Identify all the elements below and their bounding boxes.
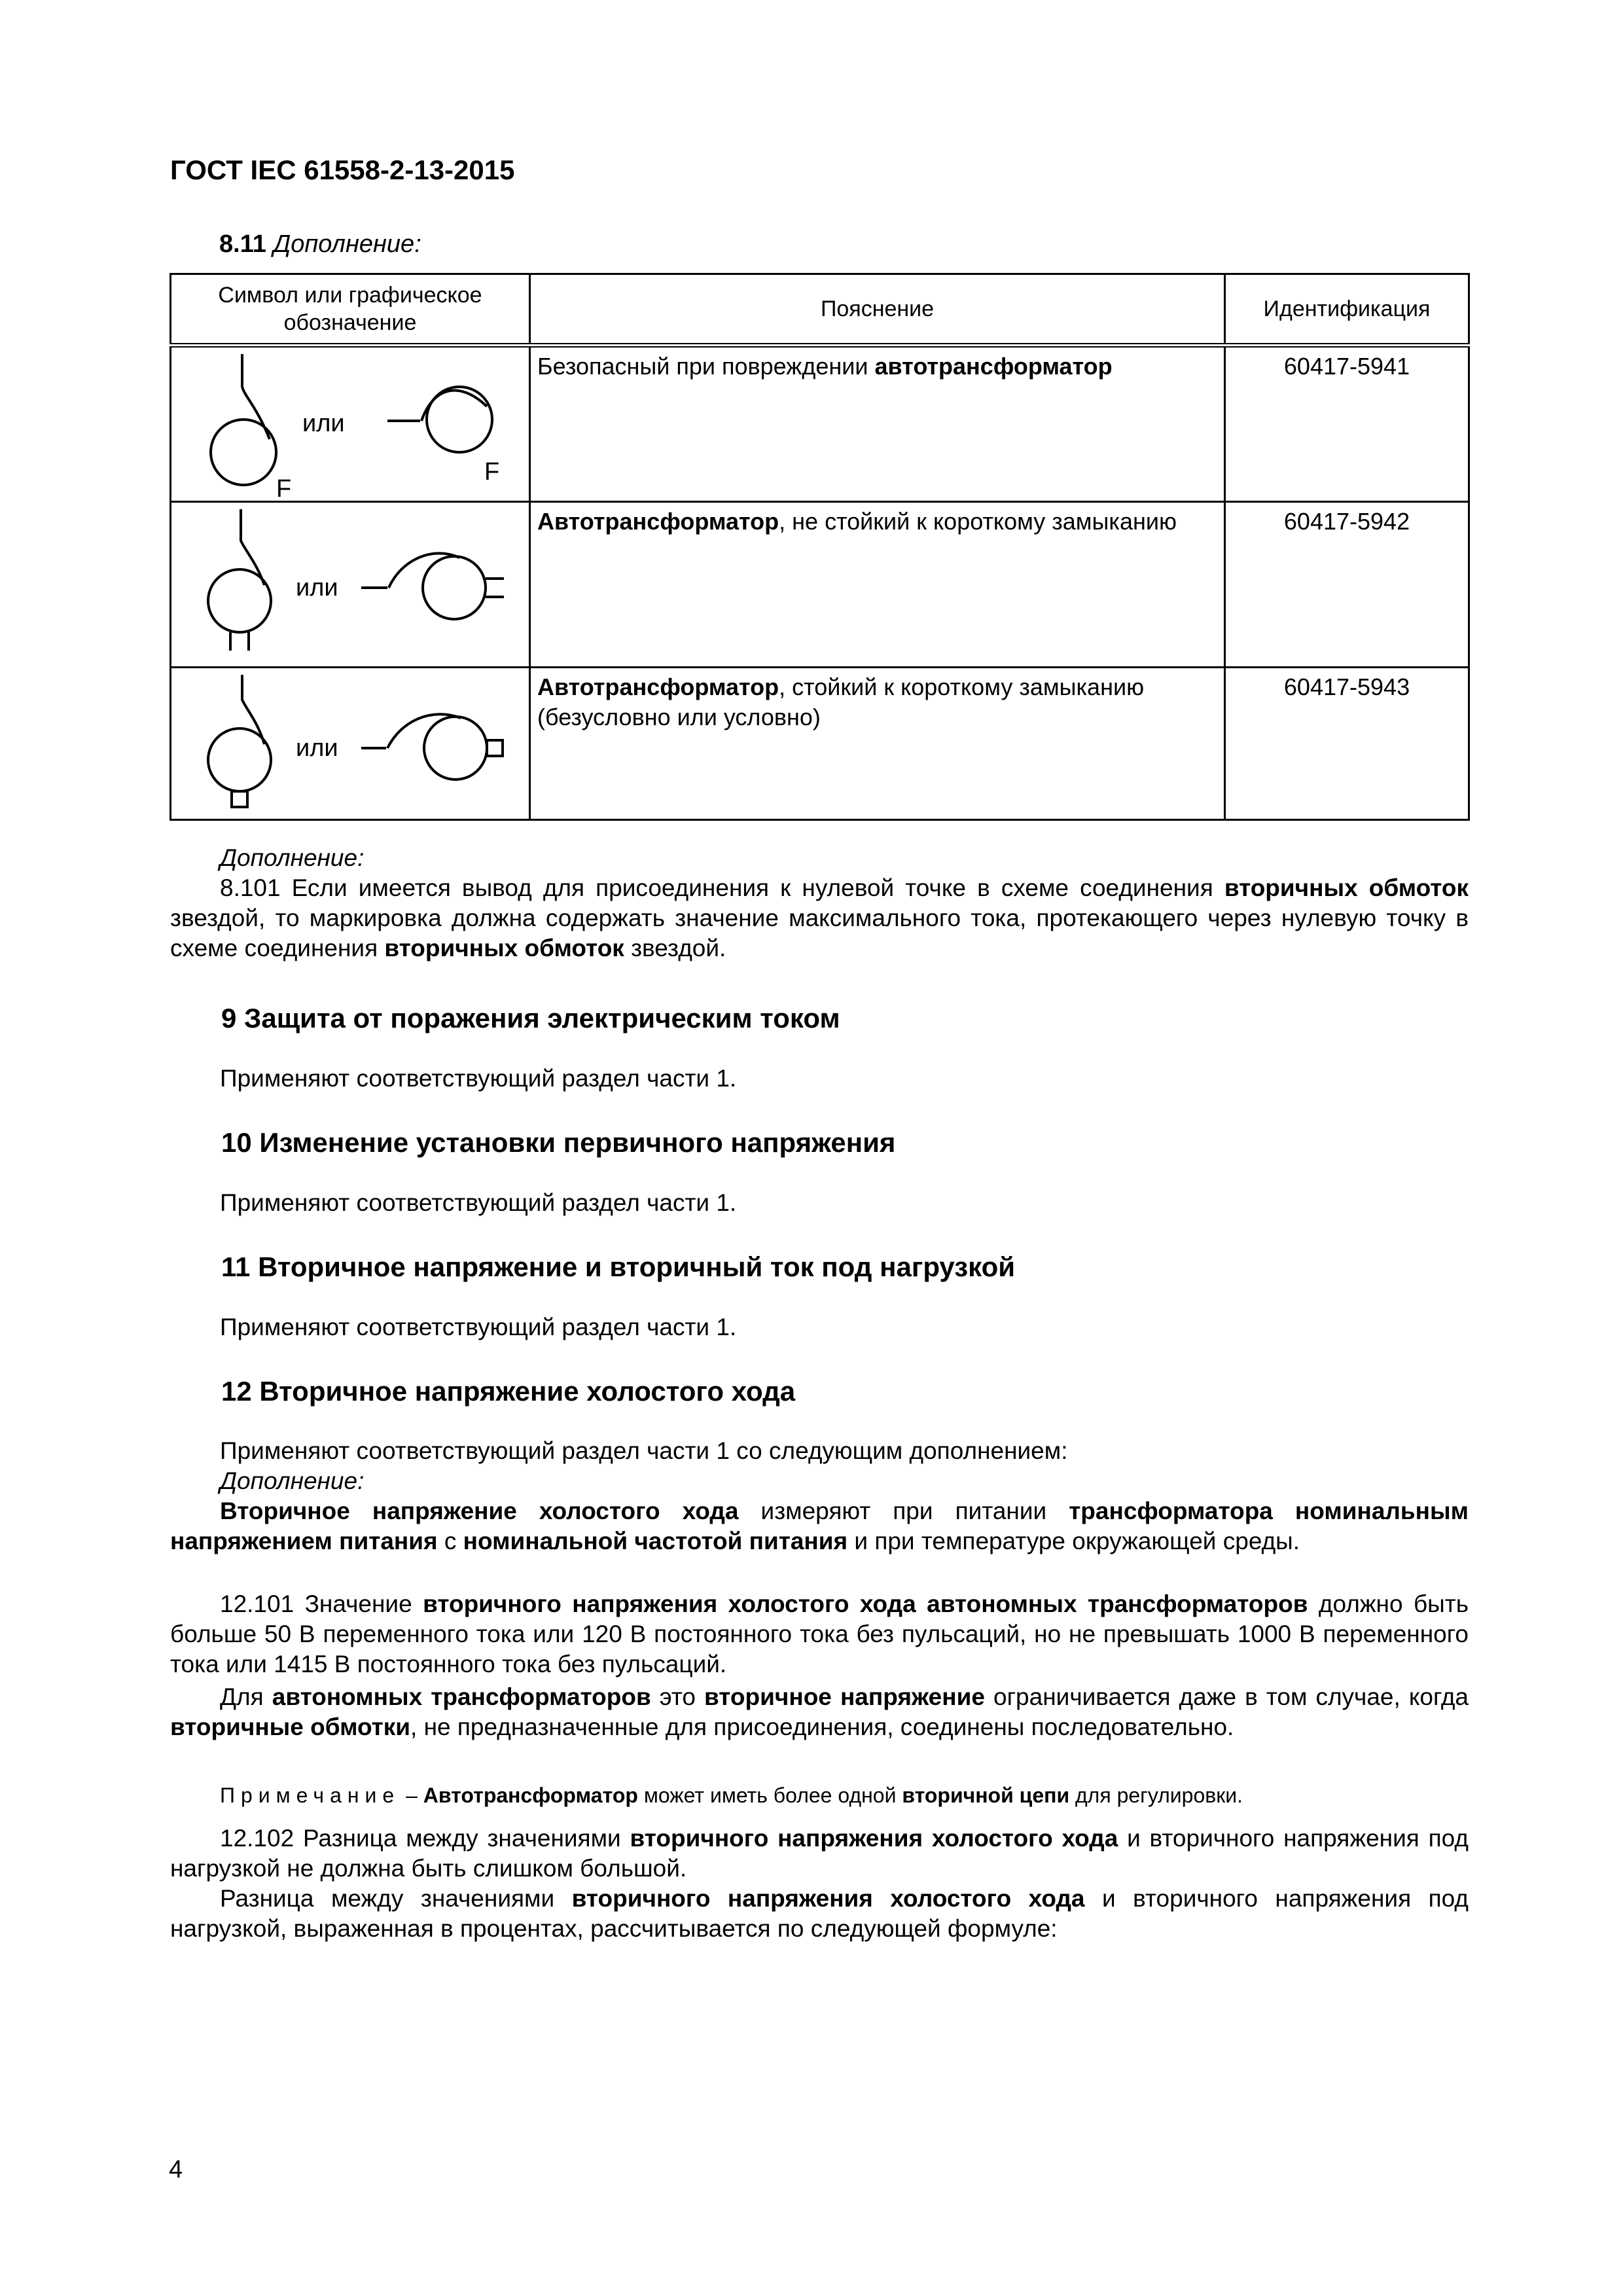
identification-cell: 60417-5943	[1225, 668, 1469, 820]
section-10-heading: 10 Изменение установки первичного напряжения	[221, 1127, 896, 1158]
expl-bold: Автотрансформатор	[537, 673, 779, 700]
paragraph-autonomous	[170, 1682, 1469, 1742]
or-label: или	[302, 410, 345, 437]
note-label: Примечание	[220, 1784, 401, 1807]
page-number: 4	[169, 2156, 183, 2183]
expl-text-tail: , не стойкий к короткому замыканию	[779, 508, 1177, 535]
or-label: или	[296, 734, 338, 762]
explanation-cell	[530, 346, 1225, 502]
header-symbol: Символ или графическое обозначение	[171, 274, 530, 346]
text: может иметь более одной	[637, 1784, 902, 1807]
symbol-cell	[171, 502, 530, 668]
text: Для	[220, 1683, 272, 1710]
expl-text-tail: , стойкий к короткому замыканию (безусловно или условно)	[537, 673, 1145, 730]
short-circuit-proof-autotransformer-symbol	[171, 668, 531, 819]
text: и при температуре окружающей среды.	[847, 1528, 1300, 1554]
non-short-circuit-proof-autotransformer-symbol	[171, 503, 531, 666]
identification-cell: 60417-5942	[1225, 502, 1469, 668]
f-label-left: F	[276, 475, 292, 501]
text: для регулировки.	[1069, 1784, 1243, 1807]
term: вторичной цепи	[902, 1784, 1070, 1807]
expl-bold: автотрансформатор	[874, 353, 1113, 380]
section-12-addition-label: Дополнение:	[220, 1467, 365, 1494]
text: 12.101 Значение	[220, 1590, 423, 1617]
section-title: Дополнение:	[273, 230, 421, 258]
header-explanation: Пояснение	[530, 274, 1225, 346]
table-row	[171, 502, 1469, 668]
expl-bold: Автотрансформатор	[537, 508, 779, 535]
text: и вторичного напряжения под нагрузкой не должна быть слишком большой.	[170, 1825, 1469, 1882]
text: звездой.	[624, 935, 726, 961]
text: и вторичного напряжения под нагрузкой, выраженная в процентах, рассчитывается по следующей формуле:	[170, 1885, 1469, 1942]
term: вторичных обмоток	[384, 935, 624, 961]
text: ограничивается даже в том случае, когда	[984, 1683, 1469, 1710]
term: вторичного напряжения холостого хода	[630, 1825, 1118, 1852]
header-identification: Идентификация	[1225, 274, 1469, 346]
note	[170, 1782, 1469, 1809]
section-8-11-heading	[219, 230, 421, 259]
text: должно быть больше 50 В переменного тока или 120 В постоянного тока без пульсаций, но не превышать 1000 В переменного тока или 1415 В постоянного тока без пульсаций.	[170, 1590, 1469, 1677]
term: Вторичное напряжение холостого хода	[220, 1498, 739, 1524]
or-label: или	[296, 574, 338, 601]
term: вторичного напряжения холостого хода	[571, 1885, 1085, 1912]
text: Разница между значениями	[220, 1885, 572, 1912]
text: измеряют при питании	[738, 1498, 1069, 1524]
section-12-heading: 12 Вторичное напряжение холостого хода	[221, 1376, 796, 1407]
table-row	[171, 668, 1469, 820]
term: вторичных обмоток	[1224, 874, 1469, 901]
text: это	[651, 1683, 705, 1710]
paragraph-8-101	[170, 873, 1469, 963]
identification-cell: 60417-5941	[1225, 346, 1469, 502]
term: автономных трансформаторов	[272, 1683, 651, 1710]
text: , не предназначенные для присоединения, соединены последовательно.	[410, 1713, 1234, 1740]
explanation-cell	[530, 502, 1225, 668]
section-11-heading: 11 Вторичное напряжение и вторичный ток под нагрузкой	[221, 1251, 1016, 1282]
text: с	[437, 1528, 463, 1554]
symbol-table	[169, 273, 1470, 821]
term: номинальной частотой питания	[463, 1528, 848, 1554]
term: Автотрансформатор	[423, 1784, 638, 1807]
section-10-text: Применяют соответствующий раздел части 1.	[220, 1189, 737, 1216]
section-12-addition-text	[170, 1496, 1469, 1556]
term: вторичное напряжение	[704, 1683, 985, 1710]
term: вторичного напряжения холостого хода автономных трансформаторов	[423, 1590, 1308, 1617]
section-11-text: Применяют соответствующий раздел части 1.	[220, 1314, 737, 1340]
table-header-row	[171, 274, 1469, 346]
paragraph-12-102	[170, 1823, 1469, 1884]
symbol-cell	[171, 346, 530, 502]
table-row	[171, 346, 1469, 502]
symbol-cell	[171, 668, 530, 820]
paragraph-difference	[170, 1884, 1469, 1944]
document-id: ГОСТ IEC 61558-2-13-2015	[170, 154, 515, 185]
paragraph-12-101	[170, 1589, 1469, 1679]
section-number: 8.11	[219, 230, 266, 258]
section-9-heading: 9 Защита от поражения электрическим током	[221, 1003, 840, 1033]
f-label-right: F	[484, 458, 500, 486]
text: звездой, то маркировка должна содержать значение максимального тока, протекающего через нулевую точку в схеме соединения	[170, 905, 1469, 961]
text: 12.102 Разница между значениями	[220, 1825, 630, 1852]
fail-safe-autotransformer-symbol	[171, 348, 531, 501]
section-9-text: Применяют соответствующий раздел части 1.	[220, 1065, 737, 1092]
text: 8.101 Если имеется вывод для присоединения к нулевой точке в схеме соединения	[220, 874, 1224, 901]
addition-label: Дополнение:	[220, 844, 365, 871]
text: –	[400, 1784, 423, 1807]
expl-text: Безопасный при повреждении	[537, 353, 875, 380]
term: вторичные обмотки	[170, 1713, 411, 1740]
term: трансформатора номинальным напряжением питания	[170, 1498, 1469, 1554]
explanation-cell	[530, 668, 1225, 820]
section-12-intro: Применяют соответствующий раздел части 1 со следующим дополнением:	[220, 1437, 1068, 1464]
